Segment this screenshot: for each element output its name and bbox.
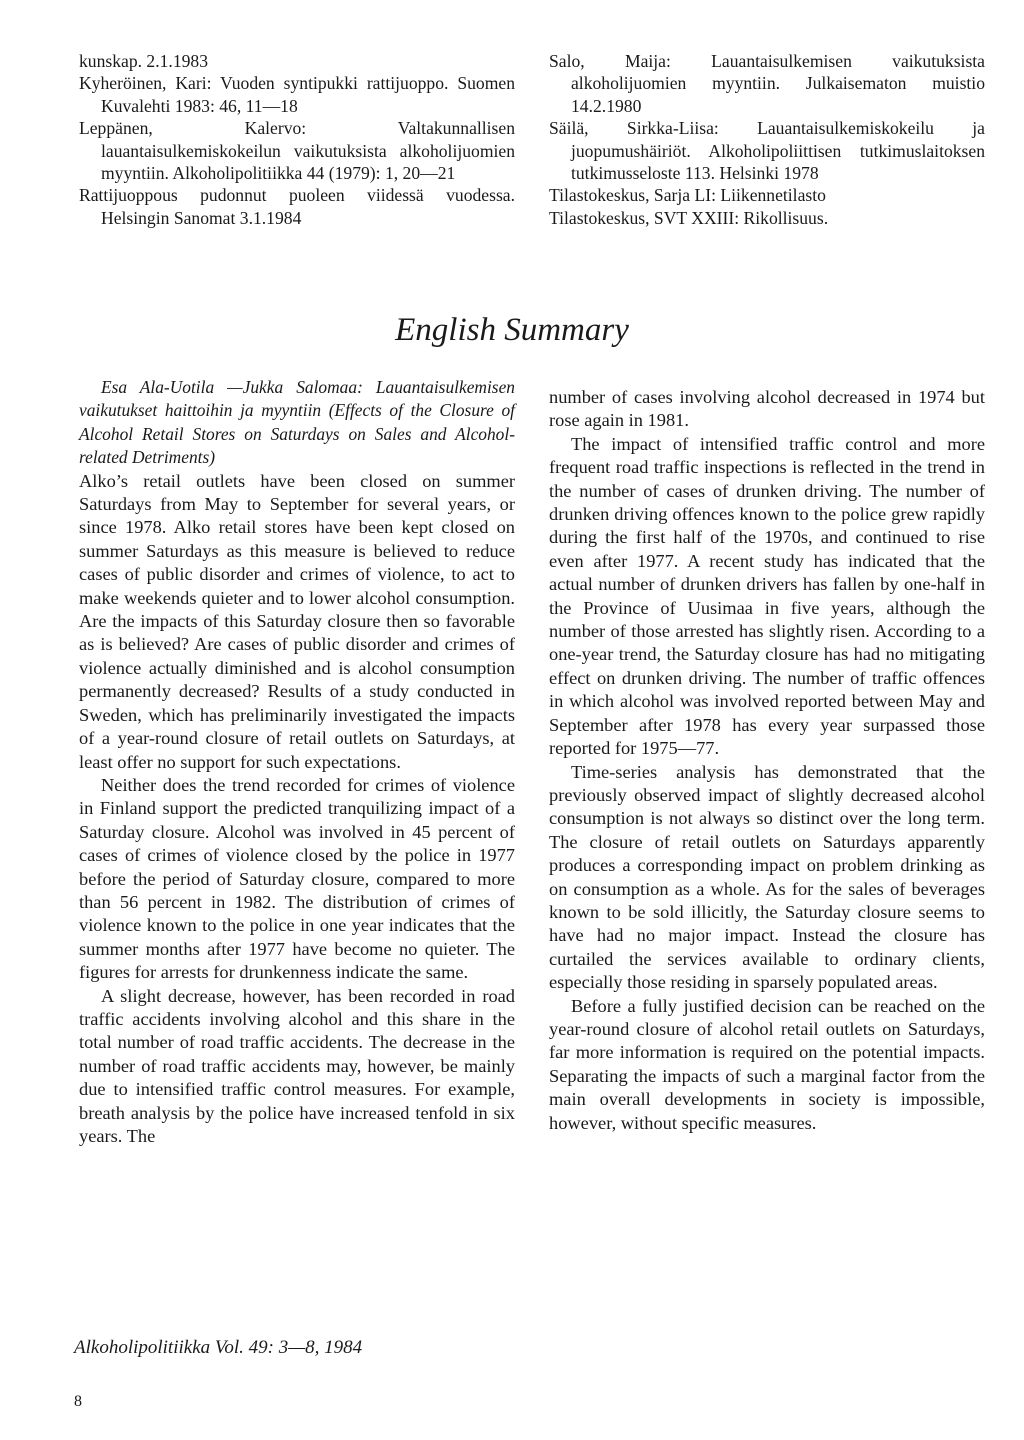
paragraph: Alko’s retail outlets have been closed on summer Saturdays from May to September for several years, or since 1978. Alko retail stores have been kept closed on summer Saturdays as this measure is believed to reduce cases of public disorder and crimes of violence, to act to make weekends quieter and to lower alcohol consumption. Are the impacts of this Saturday closure then so favorable as is believed? Are cases of public disorder and crimes of violence actually diminished and is alcohol consumption permanently decreased? Results of a study conducted in Sweden, which has preliminarily investigated the impacts of a year-round closure of retail outlets on Saturdays, at least offer no support for such expectations. [79, 470, 515, 772]
paragraph: Before a fully justified decision can be reached on the year-round closure of alcohol retail outlets on Saturdays, far more information is required on the potential impacts. Separating the impacts of such a marginal factor from the main overall developments in society is impossible, however, without specific measures. [549, 995, 985, 1133]
reference-entry: Tilastokeskus, SVT XXIII: Rikollisuus. [549, 207, 829, 228]
paragraph: The impact of intensified traffic control and more frequent road traffic inspections is reflected in the trend in the number of cases of drunken driving. The number of drunken driving offences known to the police grew rapidly during the first half of the 1970s, and continued to rise even after 1977. A recent study has indicated that the actual number of drunken drivers has fallen by one-half in the Province of Uusimaa in five years, although the number of those arrested has slightly risen. According to a one-year trend, the Saturday closure has had no mitigating effect on drunken driving. The number of traffic offences in which alcohol was involved reported between May and September after 1978 has every year surpassed those reported for 1975—77. [549, 433, 985, 759]
summary-right-column [549, 386, 985, 1135]
reference-entry: Salo, Maija: Lauantaisulkemisen vaikutuksista alkoholijuomien myyntiin. Julkaisematon muistio 14.2.1980 [549, 51, 985, 116]
reference-entry: Tilastokeskus, Sarja LI: Liikennetilasto [549, 185, 826, 206]
paragraph: Time-series analysis has demonstrated that the previously observed impact of slightly decreased alcohol consumption is not always so distinct over the long term. The closure of retail outlets on Saturdays apparently produces a corresponding impact on problem drinking as on consumption as a whole. As for the sales of beverages known to be sold illicitly, the Saturday closure seems to have had no major impact. Instead the closure has curtailed the services available to ordinary clients, especially those residing in sparsely populated areas. [549, 761, 985, 993]
summary-left-column [79, 376, 515, 1148]
reference-entry: Säilä, Sirkka-Liisa: Lauantaisulkemiskokeilu ja juopumushäiriöt. Alkoholipoliittisen tutkimuslaitoksen tutkimusseloste 113. Helsinki 1978 [549, 118, 985, 184]
paragraph: Neither does the trend recorded for crimes of violence in Finland support the predicted tranquilizing impact of a Saturday closure. Alcohol was involved in 45 percent of cases of crimes of violence closed by the police in 1977 before the period of Saturday closure, compared to more than 56 percent in 1982. The distribution of crimes of violence known to the police in one year indicates that the summer months after 1977 have become no quieter. The figures for arrests for drunkenness indicate the same. [79, 774, 515, 983]
paragraph: number of cases involving alcohol decreased in 1974 but rose again in 1981. [549, 387, 985, 431]
article-title: Esa Ala-Uotila —Jukka Salomaa: Lauantaisulkemisen vaikutukset haittoihin ja myyntiin (Effects of the Closure of Alcohol Retail Stores on Saturdays on Sales and Alcohol-related Detriments) [79, 377, 515, 468]
reference-entry: kunskap. 2.1.1983 [79, 51, 209, 71]
paragraph: A slight decrease, however, has been recorded in road traffic accidents involving alcohol and this share in the total number of road traffic accidents. The decrease in the number of road traffic accidents may, however, be mainly due to intensified traffic control measures. For example, breath analysis by the police have increased tenfold in six years. The [79, 985, 515, 1146]
reference-entry: Leppänen, Kalervo: Valtakunnallisen lauantaisulkemiskokeilun vaikutuksista alkoholijuomien myyntiin. Alkoholipolitiikka 44 (1979): 1, 20—21 [79, 118, 515, 184]
page-number: 8 [74, 1393, 82, 1410]
summary-heading: English Summary [395, 312, 629, 348]
references-right-column [549, 50, 985, 229]
reference-entry: Kyheröinen, Kari: Vuoden syntipukki rattijuoppo. Suomen Kuvalehti 1983: 46, 11—18 [79, 73, 515, 116]
references-left-column [79, 50, 515, 229]
journal-citation-footer: Alkoholipolitiikka Vol. 49: 3—8, 1984 [74, 1337, 363, 1358]
reference-entry: Rattijuoppous pudonnut puoleen viidessä vuodessa. Helsingin Sanomat 3.1.1984 [79, 185, 515, 228]
